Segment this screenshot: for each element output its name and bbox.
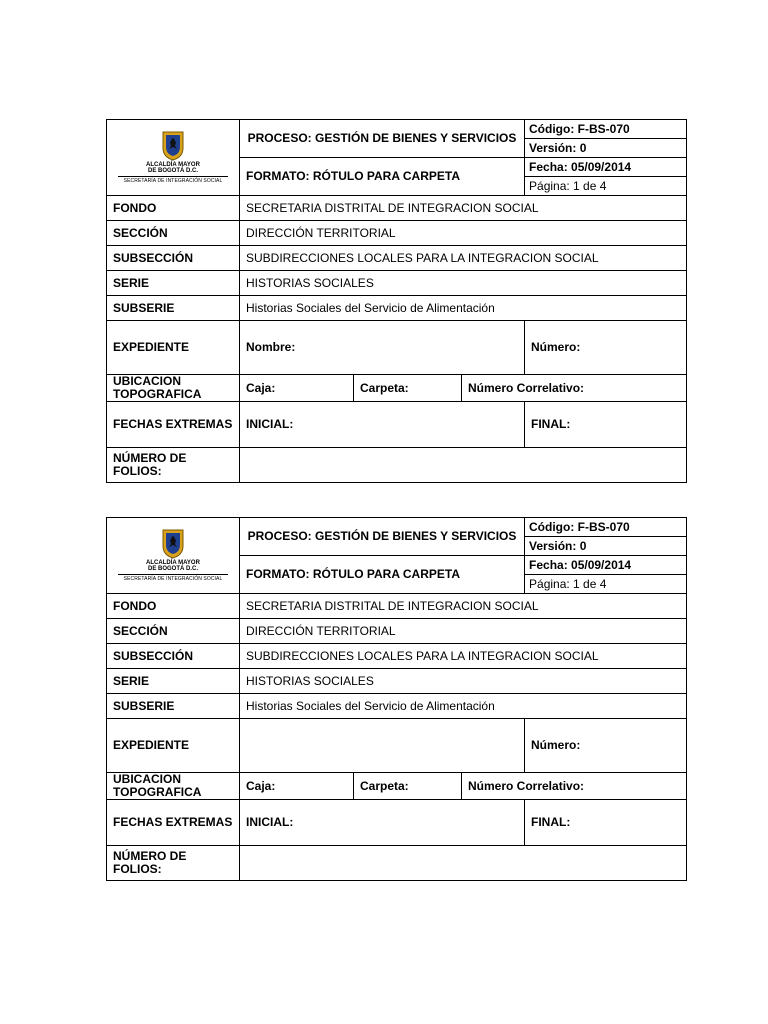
folder-label-form-2 <box>106 517 687 881</box>
fecha-field: Fecha: 05/09/2014 <box>525 556 687 575</box>
final-field[interactable]: FINAL: <box>525 402 687 448</box>
numero-field[interactable]: Número: <box>525 719 687 773</box>
logo-cell <box>107 518 240 594</box>
expediente-label: EXPEDIENTE <box>107 321 240 375</box>
fondo-value: SECRETARIA DISTRITAL DE INTEGRACION SOCIAL <box>240 594 687 619</box>
nombre-field[interactable]: Nombre: <box>240 321 525 375</box>
codigo-field: Código: F-BS-070 <box>525 518 687 537</box>
formato-title: FORMATO: RÓTULO PARA CARPETA <box>240 556 525 594</box>
fondo-label: FONDO <box>107 594 240 619</box>
logo-subtitle: SECRETARÍA DE INTEGRACIÓN SOCIAL <box>118 176 228 184</box>
numero-field[interactable]: Número: <box>525 321 687 375</box>
version-field: Versión: 0 <box>525 139 687 158</box>
logo-name: ALCALDÍA MAYOR DE BOGOTÁ D.C. <box>146 560 200 572</box>
serie-value: HISTORIAS SOCIALES <box>240 271 687 296</box>
proceso-title: PROCESO: GESTIÓN DE BIENES Y SERVICIOS <box>240 120 525 158</box>
numero-correlativo-field[interactable]: Número Correlativo: <box>462 773 687 800</box>
numero-folios-label: NÚMERO DE FOLIOS: <box>107 846 240 881</box>
subseccion-label: SUBSECCIÓN <box>107 644 240 669</box>
seccion-label: SECCIÓN <box>107 619 240 644</box>
codigo-field: Código: F-BS-070 <box>525 120 687 139</box>
version-field: Versión: 0 <box>525 537 687 556</box>
seccion-value: DIRECCIÓN TERRITORIAL <box>240 221 687 246</box>
inicial-field[interactable]: INICIAL: <box>240 402 525 448</box>
seccion-value: DIRECCIÓN TERRITORIAL <box>240 619 687 644</box>
carpeta-field[interactable]: Carpeta: <box>354 773 462 800</box>
fondo-value: SECRETARIA DISTRITAL DE INTEGRACION SOCIAL <box>240 196 687 221</box>
subserie-label: SUBSERIE <box>107 296 240 321</box>
subserie-value: Historias Sociales del Servicio de Alimentación <box>240 694 687 719</box>
subserie-value: Historias Sociales del Servicio de Alimentación <box>240 296 687 321</box>
caja-field[interactable]: Caja: <box>240 773 354 800</box>
inicial-field[interactable]: INICIAL: <box>240 800 525 846</box>
numero-folios-label: NÚMERO DE FOLIOS: <box>107 448 240 483</box>
carpeta-field[interactable]: Carpeta: <box>354 375 462 402</box>
expediente-name-field[interactable] <box>240 719 525 773</box>
subseccion-label: SUBSECCIÓN <box>107 246 240 271</box>
fechas-extremas-label: FECHAS EXTREMAS <box>107 402 240 448</box>
bogota-coat-of-arms-icon <box>161 131 185 161</box>
numero-correlativo-field[interactable]: Número Correlativo: <box>462 375 687 402</box>
logo-cell <box>107 120 240 196</box>
proceso-title: PROCESO: GESTIÓN DE BIENES Y SERVICIOS <box>240 518 525 556</box>
logo-name: ALCALDÍA MAYOR DE BOGOTÁ D.C. <box>146 162 200 174</box>
subserie-label: SUBSERIE <box>107 694 240 719</box>
folder-label-form-1 <box>106 119 687 483</box>
bogota-coat-of-arms-icon <box>161 529 185 559</box>
numero-folios-field[interactable] <box>240 448 687 483</box>
fondo-label: FONDO <box>107 196 240 221</box>
serie-value: HISTORIAS SOCIALES <box>240 669 687 694</box>
fechas-extremas-label: FECHAS EXTREMAS <box>107 800 240 846</box>
numero-folios-field[interactable] <box>240 846 687 881</box>
expediente-label: EXPEDIENTE <box>107 719 240 773</box>
serie-label: SERIE <box>107 271 240 296</box>
subseccion-value: SUBDIRECCIONES LOCALES PARA LA INTEGRACION SOCIAL <box>240 644 687 669</box>
pagina-field: Página: 1 de 4 <box>525 575 687 594</box>
caja-field[interactable]: Caja: <box>240 375 354 402</box>
subseccion-value: SUBDIRECCIONES LOCALES PARA LA INTEGRACION SOCIAL <box>240 246 687 271</box>
pagina-field: Página: 1 de 4 <box>525 177 687 196</box>
ubicacion-label: UBICACION TOPOGRAFICA <box>107 375 240 402</box>
fecha-field: Fecha: 05/09/2014 <box>525 158 687 177</box>
ubicacion-label: UBICACION TOPOGRAFICA <box>107 773 240 800</box>
seccion-label: SECCIÓN <box>107 221 240 246</box>
serie-label: SERIE <box>107 669 240 694</box>
logo-subtitle: SECRETARÍA DE INTEGRACIÓN SOCIAL <box>118 574 228 582</box>
final-field[interactable]: FINAL: <box>525 800 687 846</box>
formato-title: FORMATO: RÓTULO PARA CARPETA <box>240 158 525 196</box>
